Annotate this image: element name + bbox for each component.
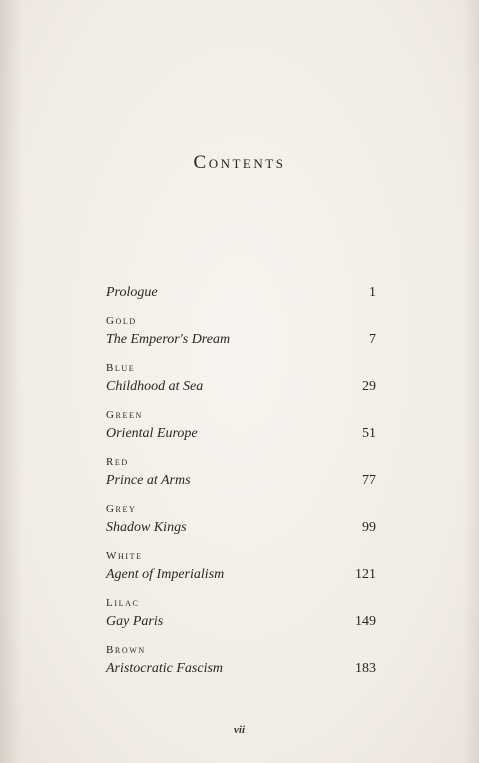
page-number: 7: [369, 332, 376, 347]
toc-entry-gold[interactable]: [106, 313, 376, 351]
section-heading: Gold: [106, 315, 137, 327]
chapter-title: Oriental Europe: [106, 426, 198, 441]
page-number: 99: [362, 520, 376, 535]
section-heading: Brown: [106, 644, 146, 656]
binding-shadow: [0, 0, 22, 763]
page-number: 29: [362, 379, 376, 394]
chapter-title: Prologue: [106, 285, 158, 300]
section-heading: Red: [106, 456, 129, 468]
toc-entry-grey[interactable]: [106, 501, 376, 539]
chapter-title: Gay Paris: [106, 614, 164, 629]
chapter-title: Agent of Imperialism: [106, 567, 225, 582]
page-number: 77: [362, 473, 376, 488]
page-number: 149: [355, 614, 376, 629]
page-number: 121: [355, 567, 376, 582]
section-heading: Grey: [106, 503, 137, 515]
page-number: 51: [362, 426, 376, 441]
toc-entry-green[interactable]: [106, 407, 376, 445]
chapter-title: Prince at Arms: [106, 473, 191, 488]
toc-entry-blue[interactable]: [106, 360, 376, 398]
page-number: 183: [355, 661, 376, 676]
contents-title: Contents: [193, 152, 286, 173]
toc-entry-lilac[interactable]: [106, 595, 376, 633]
table-of-contents: [106, 282, 376, 680]
toc-entry-brown[interactable]: [106, 642, 376, 680]
toc-entry-red[interactable]: [106, 454, 376, 492]
chapter-title: The Emperor's Dream: [106, 332, 231, 347]
section-heading: Blue: [106, 362, 136, 374]
toc-entry-prologue[interactable]: [106, 282, 376, 304]
page-folio: vii: [234, 724, 245, 736]
toc-entry-white[interactable]: [106, 548, 376, 586]
page-number: 1: [369, 285, 376, 300]
section-heading: White: [106, 550, 143, 562]
chapter-title: Aristocratic Fascism: [106, 661, 224, 676]
section-heading: Lilac: [106, 597, 140, 609]
chapter-title: Shadow Kings: [106, 520, 187, 535]
chapter-title: Childhood at Sea: [106, 379, 204, 394]
section-heading: Green: [106, 409, 143, 421]
page-edge-shadow: [463, 0, 479, 763]
